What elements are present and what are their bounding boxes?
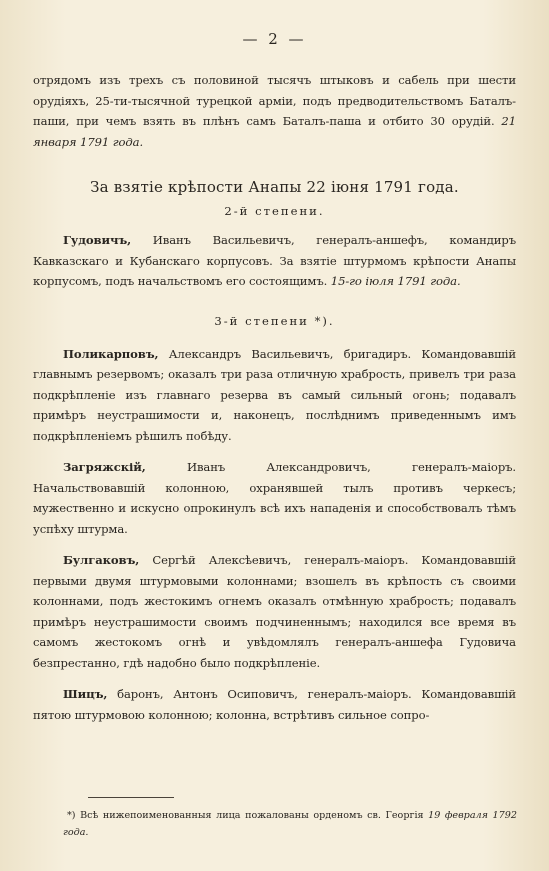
entry-text: Иванъ Александровичъ, генералъ-маіоръ. Начальствовавшій колонною, охранявшей тылъ противъ черкесъ; мужественно и искусно опрокинулъ всѣ ихъ нападенія и способствовалъ тѣмъ успѣху штурма.: [33, 460, 516, 536]
entry-text: Иванъ Васильевичъ, генералъ-аншефъ, командиръ Кавказскаго и Кубанскаго корпусовъ. За взятіе штурмомъ крѣпости Анапы корпусомъ, подъ начальствомъ его состоящимъ.: [33, 233, 516, 288]
entry-bulgakov: [33, 550, 516, 673]
entry-name: Загряжскій,: [63, 460, 146, 474]
footnote-text: *) Всѣ нижепоименованныя лица пожалованы орденомъ св. Георгія: [67, 810, 424, 821]
entry-gudovich: [33, 230, 516, 292]
footnote-date: 19 февраля 1792 года.: [63, 810, 517, 838]
intro-paragraph: [33, 70, 516, 152]
entry-text: баронъ, Антонъ Осиповичъ, генералъ-маіоръ. Командовавшій пятою штурмовою колонною; колонна, встрѣтивъ сильное сопро-: [33, 687, 516, 722]
entry-text: Александръ Васильевичъ, бригадиръ. Командовавшій главнымъ резервомъ; оказалъ три раза отличную храбрость, привелъ три раза подкрѣпленіе изъ главнаго резерва въ самый сильный огонь; подавалъ примѣръ неустрашимости и, наконецъ, послѣднимъ приведеннымъ имъ подкрѣпленіемъ рѣшилъ побѣду.: [33, 346, 516, 443]
page-number: — 2 —: [242, 30, 307, 48]
section-title: За взятіе крѣпости Анапы 22 іюня 1791 года.: [90, 178, 459, 196]
entry-text: Сергѣй Алексѣевичъ, генералъ-маіоръ. Командовавшій первыми двумя штурмовыми колоннами; взошелъ въ крѣпость съ своими колоннами, подъ жестокимъ огнемъ оказалъ отмѣнную храбрость; подавалъ примѣръ неустрашимости своимъ подчиненнымъ; находился все время въ самомъ жестокомъ огнѣ и увѣдомлялъ генералъ-аншефа Гудовича безпрестанно, гдѣ надобно было подкрѣпленіе.: [33, 553, 516, 670]
entry-polikarpov: [33, 344, 516, 447]
entry-zagryazhsky: [33, 457, 516, 539]
entry-date: 15-го іюля 1791 года.: [330, 274, 461, 288]
degree-2-heading: 2-й степени.: [224, 204, 325, 218]
intro-date: 21 января 1791 года.: [33, 114, 516, 149]
footnote-divider: [88, 797, 174, 798]
entry-name: Шицъ,: [63, 687, 108, 701]
intro-text: отрядомъ изъ трехъ съ половиной тысячъ штыковъ и сабель при шести орудіяхъ, 25-ти-тысячной турецкой арміи, подъ предводительствомъ Баталъ-паши, при чемъ взять въ плѣнъ самъ Баталъ-паша и отбито 30 орудій.: [33, 73, 516, 128]
entry-name: Булгаковъ,: [63, 553, 140, 567]
entry-name: Гудовичъ,: [63, 233, 132, 247]
degree-3-heading: 3-й степени *).: [214, 313, 335, 328]
entry-shits: [33, 684, 516, 725]
footnote: [63, 807, 517, 841]
entry-name: Поликарповъ,: [63, 346, 159, 361]
